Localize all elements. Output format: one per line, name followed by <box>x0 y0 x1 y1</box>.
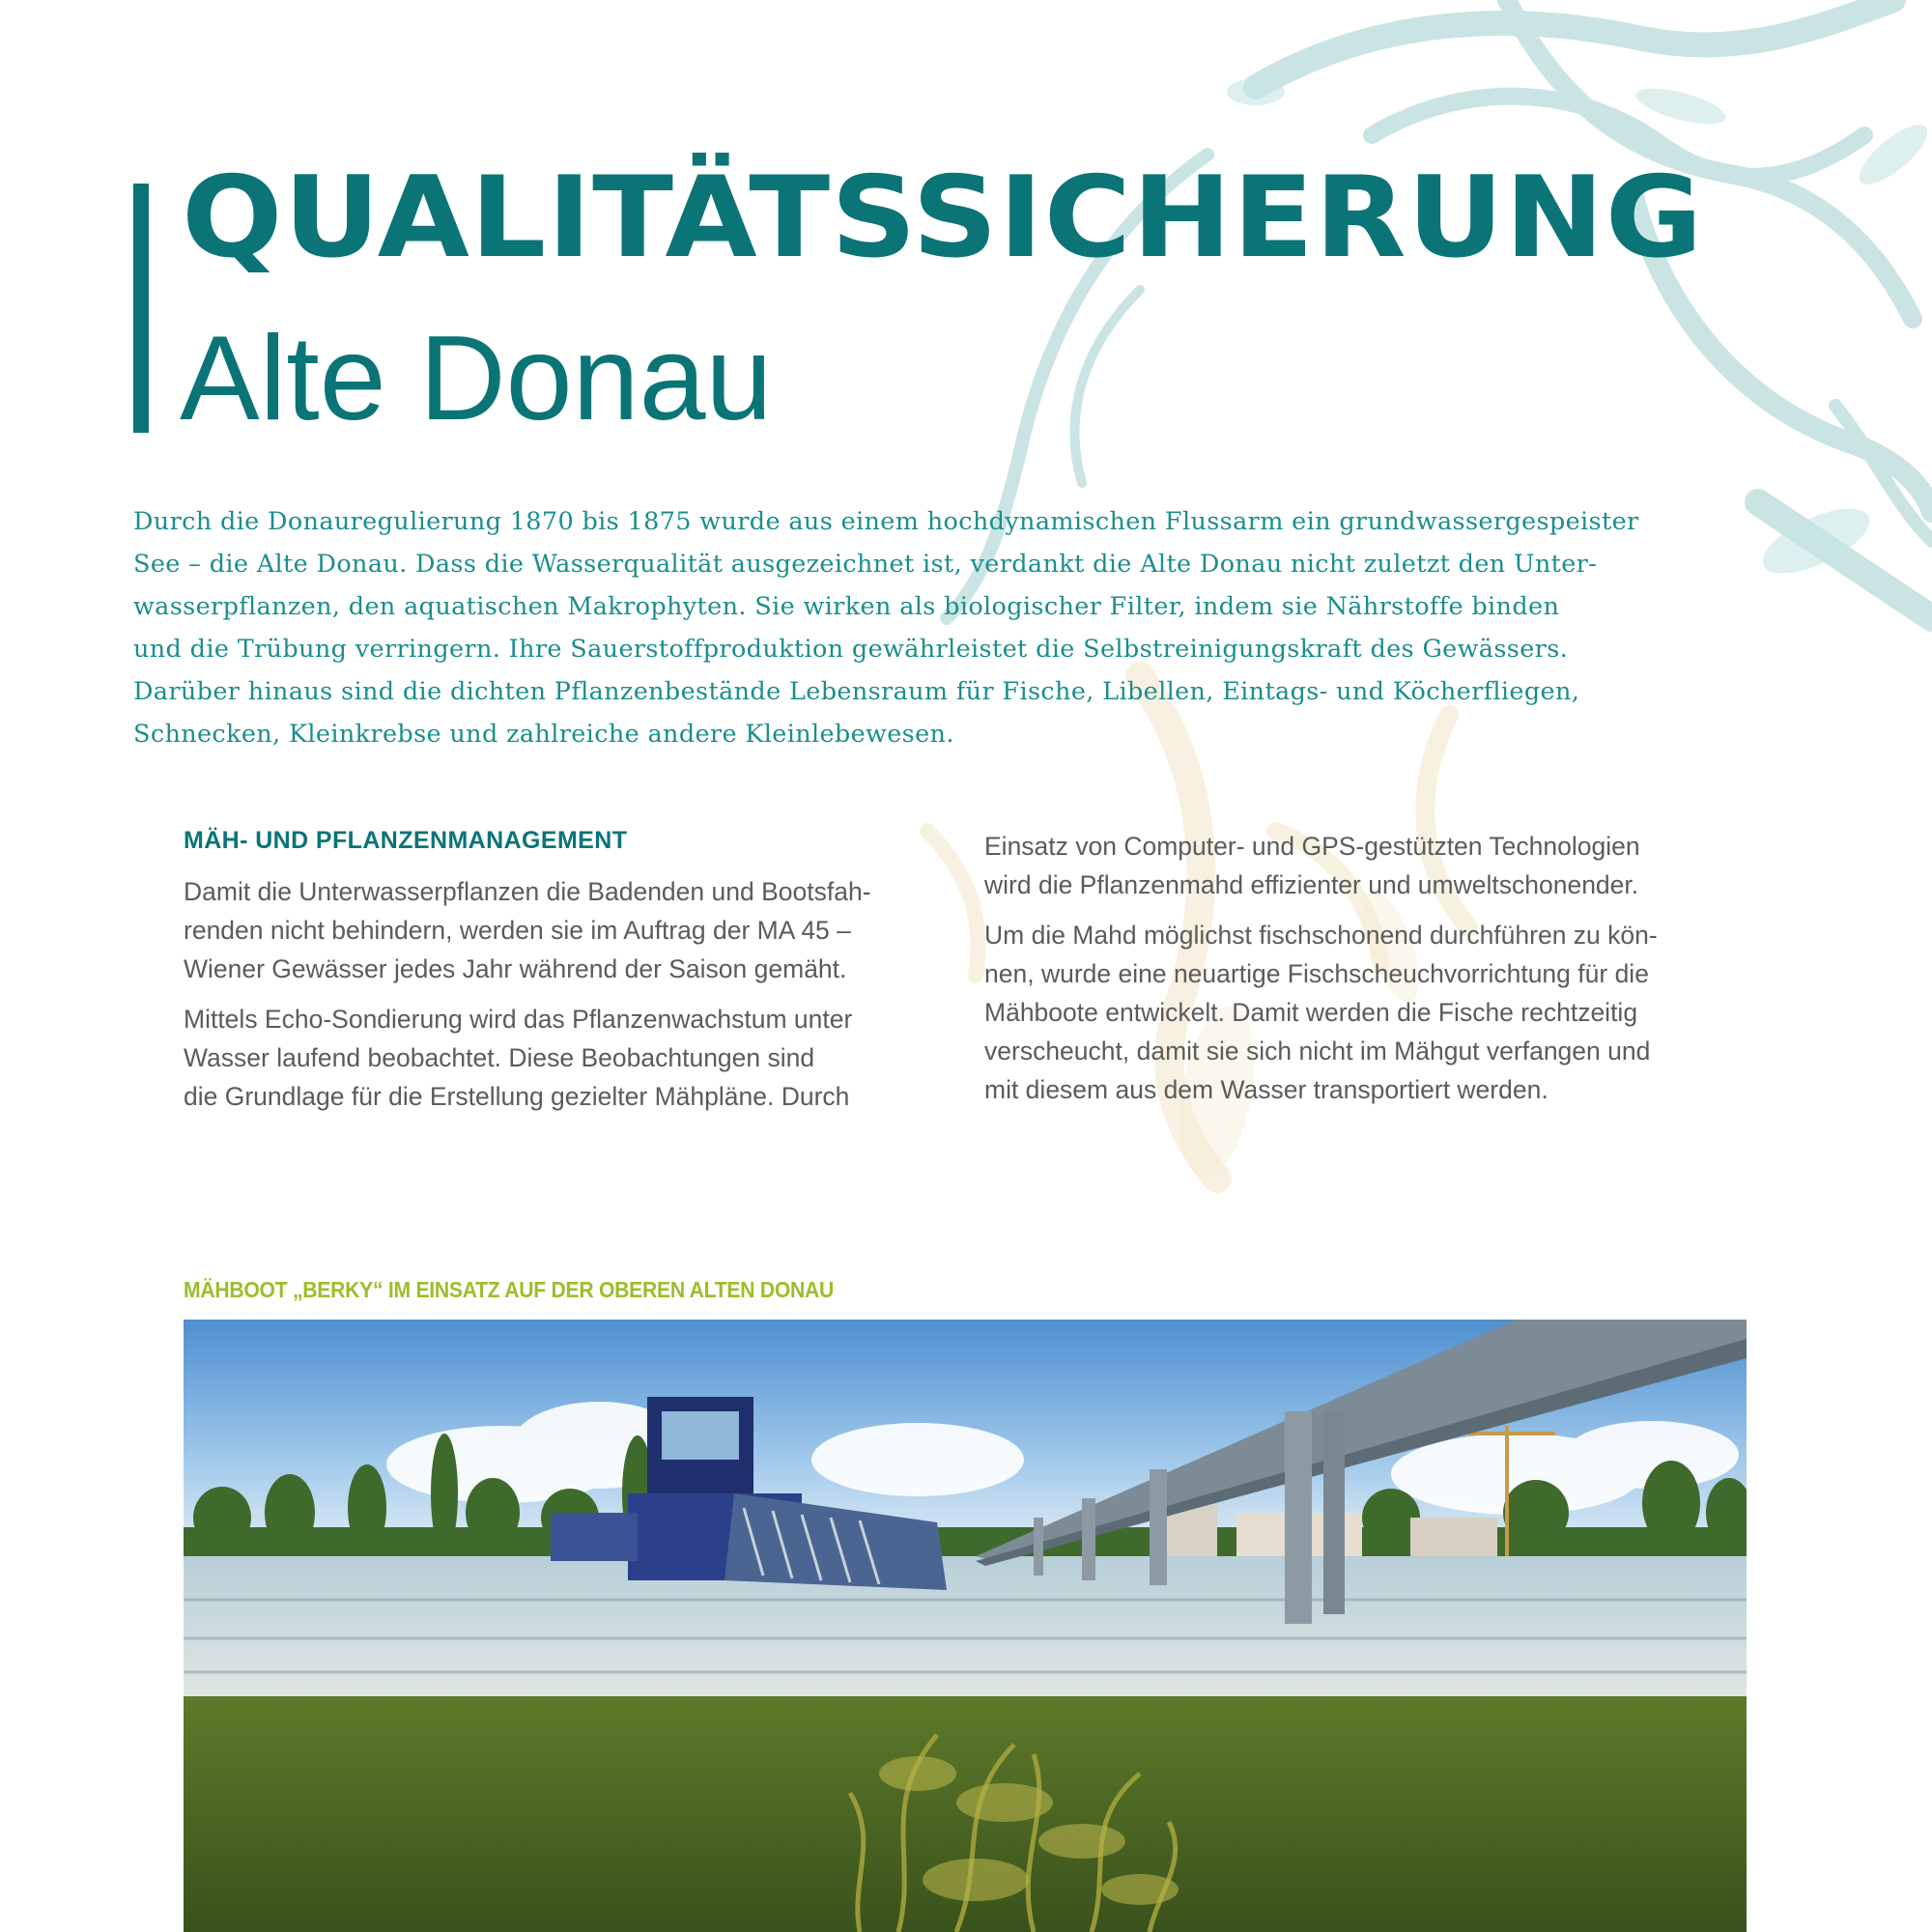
text-line: Damit die Unterwasserpflanzen die Badenden und Bootsfah- <box>184 877 871 906</box>
title-accent-bar <box>133 184 149 433</box>
water-surface <box>184 1556 1747 1696</box>
page-title: QUALITÄTSSICHERUNG <box>182 153 1704 283</box>
text-column-right <box>984 827 1747 1121</box>
text-line: Mähboote entwickelt. Damit werden die Fische rechtzeitig <box>984 998 1638 1027</box>
text-line: Wiener Gewässer jedes Jahr während der Saison gemäht. <box>184 954 847 983</box>
text-line: renden nicht behindern, werden sie im Auftrag der MA 45 – <box>184 916 851 945</box>
text-line: die Grundlage für die Erstellung gezielter Mähpläne. Durch <box>184 1082 850 1111</box>
body-paragraph <box>184 872 947 988</box>
text-column-left <box>184 826 947 1127</box>
intro-line: Darüber hinaus sind die dichten Pflanzenbestände Lebensraum für Fische, Libellen, Eintags- und Köcherfliegen, <box>133 677 1580 706</box>
intro-line: See – die Alte Donau. Dass die Wasserqualität ausgezeichnet ist, verdankt die Alte Donau nicht zuletzt den Unter- <box>133 550 1598 579</box>
intro-paragraph <box>133 500 1776 755</box>
text-line: nen, wurde eine neuartige Fischscheuchvorrichtung für die <box>984 959 1649 988</box>
body-paragraph <box>184 1000 947 1116</box>
intro-line: Durch die Donauregulierung 1870 bis 1875 wurde aus einem hochdynamischen Flussarm ein grundwassergespeister <box>133 507 1639 536</box>
photo-mowing-boat <box>184 1320 1747 1932</box>
text-line: Wasser laufend beobachtet. Diese Beobachtungen sind <box>184 1043 815 1072</box>
intro-line: und die Trübung verringern. Ihre Sauerstoffproduktion gewährleistet die Selbstreinigungskraft des Gewässers. <box>133 635 1569 664</box>
body-paragraph <box>984 827 1747 904</box>
body-paragraph <box>984 916 1747 1109</box>
intro-line: Schnecken, Kleinkrebse und zahlreiche andere Kleinlebewesen. <box>133 720 954 749</box>
text-line: mit diesem aus dem Wasser transportiert werden. <box>984 1075 1548 1104</box>
text-line: Einsatz von Computer- und GPS-gestützten Technologien <box>984 832 1640 861</box>
page-subtitle: Alte Donau <box>180 312 773 445</box>
text-line: Mittels Echo-Sondierung wird das Pflanzenwachstum unter <box>184 1005 853 1034</box>
intro-line: wasserpflanzen, den aquatischen Makrophyten. Sie wirken als biologischer Filter, indem sie Nährstoffe binden <box>133 592 1560 621</box>
text-line: Um die Mahd möglichst fischschonend durchführen zu kön- <box>984 921 1658 950</box>
photo-illustration <box>184 1320 1747 1932</box>
photo-caption: MÄHBOOT „BERKY“ IM EINSATZ AUF DER OBEREN ALTEN DONAU <box>184 1277 835 1302</box>
text-line: wird die Pflanzenmahd effizienter und umweltschonender. <box>984 870 1639 899</box>
text-line: verscheucht, damit sie sich nicht im Mähgut verfangen und <box>984 1037 1651 1065</box>
section-heading: MÄH- UND PFLANZENMANAGEMENT <box>184 827 628 854</box>
